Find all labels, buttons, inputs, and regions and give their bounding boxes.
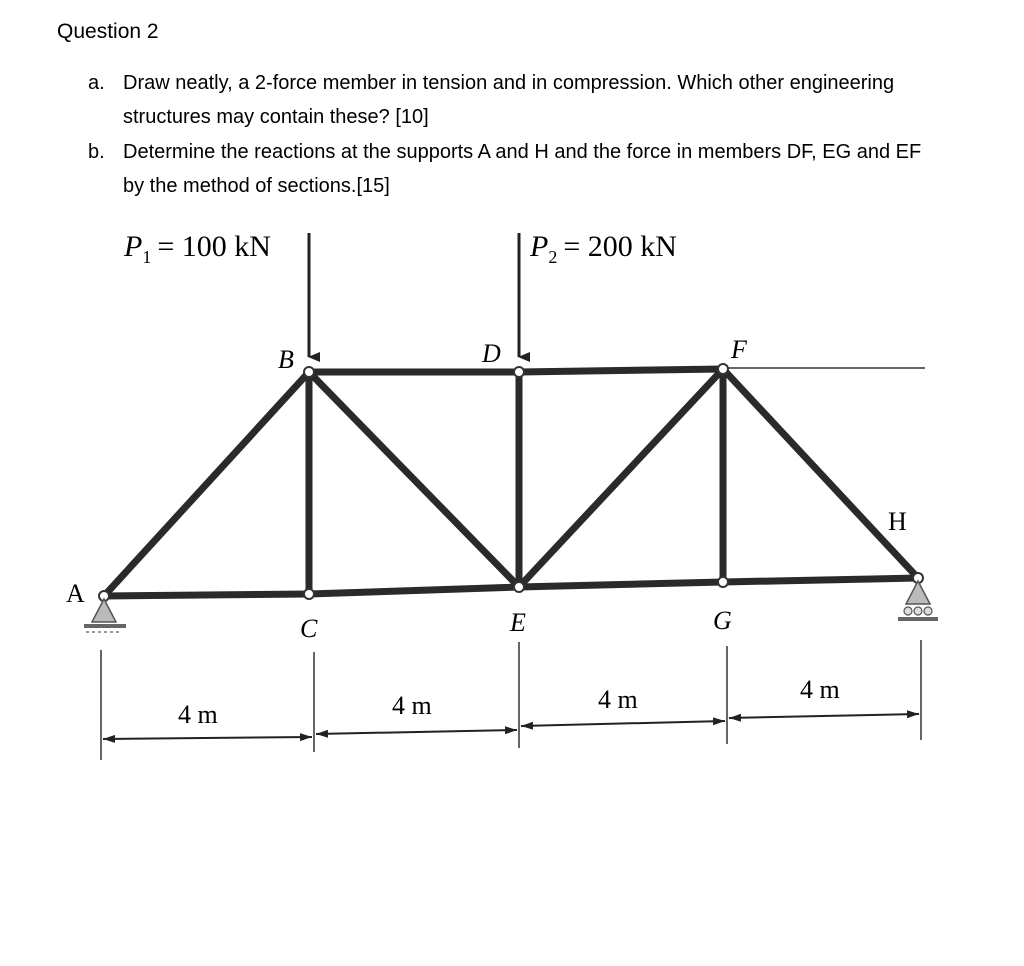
load-label-p1 [123, 230, 271, 267]
pin-F [718, 364, 728, 374]
load-subscript: 1 [142, 247, 152, 267]
part-b-marker: b. [88, 141, 105, 163]
load-value: = 200 kN [563, 230, 677, 263]
span-label-1: 4 m [178, 700, 218, 729]
member-DF [519, 369, 723, 372]
truss-members [104, 369, 918, 596]
member-EG [519, 582, 723, 587]
dimension-line-EG [521, 721, 725, 726]
member-FH [723, 369, 918, 578]
span-label-4: 4 m [800, 675, 840, 704]
member-AC [104, 594, 309, 596]
joint-label-A: A [66, 579, 85, 608]
joint-label-B: B [278, 345, 294, 374]
load-symbol: P [530, 230, 549, 263]
joint-label-C: C [300, 614, 318, 643]
pin-E [514, 582, 524, 592]
part-a-text: Draw neatly, a 2-force member in tension and in compression. Which other engineering structures may contain these? [10] [123, 72, 895, 128]
question-title: Question 2 [57, 20, 159, 43]
span-label-3: 4 m [598, 685, 638, 714]
joint-pins [99, 364, 923, 601]
load-subscript: 2 [548, 247, 558, 267]
pin-B [304, 367, 314, 377]
load-value: = 100 kN [157, 230, 271, 263]
pin-D [514, 367, 524, 377]
support-A [84, 599, 126, 632]
member-BE [309, 372, 519, 587]
joint-label-E: E [510, 608, 526, 637]
dimension-line-AC [103, 737, 312, 739]
load-label-p2 [529, 230, 677, 267]
pin-G [718, 577, 728, 587]
member-EF [519, 369, 723, 587]
dimension-line-CE [316, 730, 517, 734]
dimension-line-GH [729, 714, 919, 718]
member-GH [723, 578, 918, 582]
part-a-marker: a. [88, 72, 105, 94]
load-symbol: P [124, 230, 143, 263]
dimension-lines [103, 714, 919, 739]
joint-label-F: F [731, 335, 747, 364]
joint-label-G: G [713, 606, 732, 635]
member-CE [309, 587, 519, 594]
member-AB [104, 372, 309, 596]
dimension-extension-lines [101, 640, 921, 760]
part-b-text: Determine the reactions at the supports A and H and the force in members DF, EG and EF by the method of sections.[15] [123, 141, 922, 197]
span-label-2: 4 m [392, 691, 432, 720]
pin-C [304, 589, 314, 599]
joint-label-D: D [482, 339, 501, 368]
joint-label-H: H [888, 507, 907, 536]
support-H [898, 581, 938, 619]
